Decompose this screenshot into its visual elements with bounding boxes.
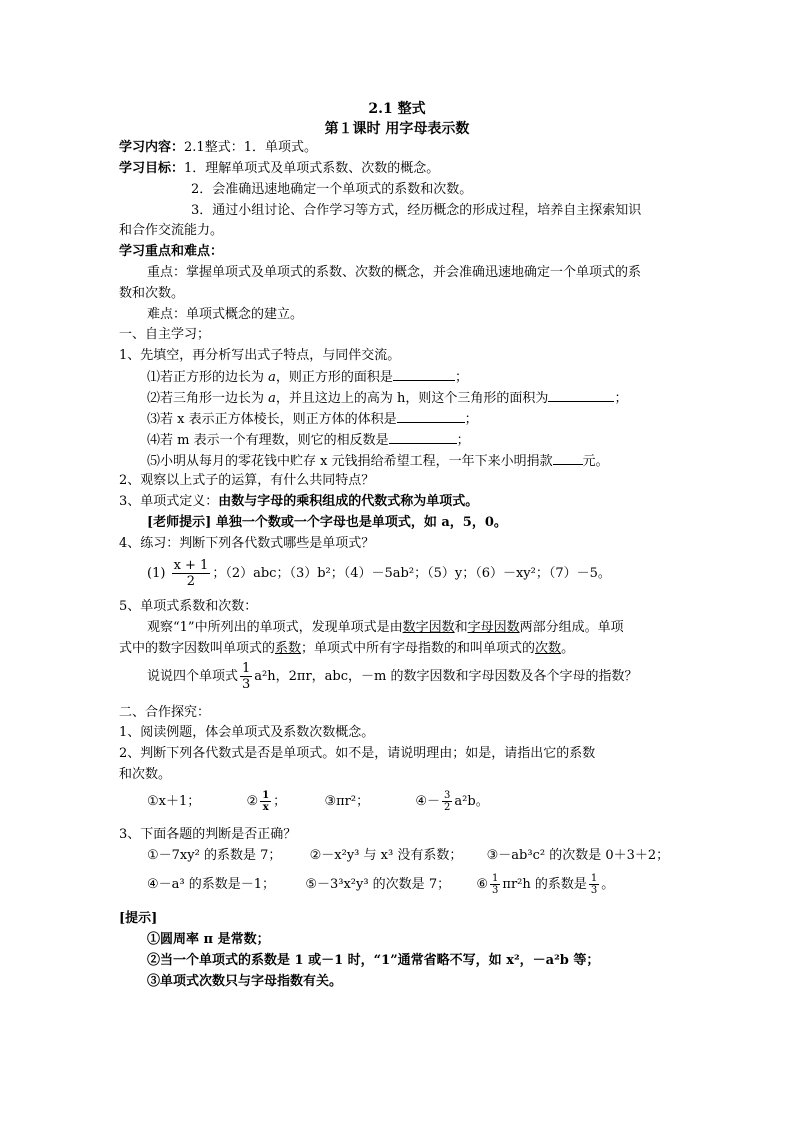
fill-blank-1[interactable] [393, 368, 455, 381]
term-letter-factor: 字母因数 [467, 620, 520, 635]
coef-text: ；单项式中所有字母指数的和叫单项式的 [301, 641, 536, 656]
fill-blank-2[interactable] [548, 389, 614, 402]
monomial-definition: 由数与字母的乘积组成的代数式称为单项式。 [218, 494, 479, 509]
learning-goals [119, 160, 439, 178]
item-2-label: ② [246, 794, 259, 809]
hint-1: ①圆周率 π 是常数； [147, 932, 270, 947]
fill-item-4-text: ⑷若 m 表示一个有理数，则它的相反数是 [147, 433, 389, 448]
fraction-denominator: x [262, 802, 269, 813]
fill-item-1-text2: ，则正方形的面积是 [275, 370, 393, 385]
goal-3-line1: 3．通过小组讨论、合作学习等方式，经历概念的形成过程，培养自主探索知识 [191, 203, 642, 218]
fill-item-1 [147, 368, 468, 387]
fill-blank-5[interactable] [553, 452, 583, 465]
explore-2-items [147, 786, 489, 818]
judge-1: ①－7xy² 的系数是 7； [147, 848, 282, 863]
question-2: 2、观察以上式子的运算，有什么共同特点？ [119, 473, 375, 488]
fraction-one-third [240, 661, 252, 692]
coef-para-line2 [119, 640, 574, 658]
fraction-numerator: 3 [444, 790, 451, 801]
coef-text: 和 [454, 620, 468, 635]
goal-1: 1．理解单项式及单项式系数、次数的概念。 [184, 161, 440, 176]
question-3-label: 3、单项式定义： [119, 494, 219, 509]
variable-a: a [268, 391, 276, 406]
exercise-rest: ；（2）abc；（3）b²；（4）－5ab²；（5）y；（6）－xy²；（7）－5。 [212, 566, 611, 581]
judge-6-end: 。 [601, 877, 615, 892]
judge-row-1 [147, 847, 669, 865]
learning-content-label: 学习内容： [119, 140, 185, 155]
fill-item-1-end: ； [454, 370, 468, 385]
judge-3: ③－ab³c² 的次数是 0＋3＋2； [486, 848, 670, 863]
question-1: 1、先填空，再分析写出式子特点，与同伴交流。 [119, 348, 401, 363]
fill-blank-4[interactable] [389, 431, 457, 444]
fraction-denominator: 3 [590, 885, 598, 896]
teacher-tip: [老师提示] 单独一个数或一个字母也是单项式，如 a，5，0。 [147, 515, 507, 530]
judge-row-2 [147, 870, 614, 900]
exercise-list [147, 557, 611, 591]
fill-item-4-end: ； [456, 433, 470, 448]
coef-para-line1 [147, 619, 624, 637]
fraction-denominator: 2 [186, 574, 196, 589]
fill-blank-3[interactable] [397, 410, 465, 423]
coef-text: 式中的数字因数叫单项式的 [119, 641, 276, 656]
fill-item-5 [147, 452, 609, 471]
key-difficulty: 难点：单项式概念的建立。 [147, 307, 304, 322]
fill-item-3 [147, 410, 478, 429]
item-2-end: ； [273, 794, 287, 809]
judge-2: ②－x²y³ 与 x³ 没有系数； [309, 848, 463, 863]
fill-item-2 [147, 389, 627, 408]
goal-3-line2: 和合作交流能力。 [119, 223, 224, 238]
judge-6-label: ⑥ [476, 877, 489, 892]
judge-6-text: πr²h 的系数是 [502, 877, 587, 892]
fill-item-3-text: ⑶若 x 表示正方体棱长，则正方体的体积是 [147, 412, 397, 427]
explore-3: 3、下面各题的判断是否正确？ [119, 827, 297, 842]
fraction-denominator: 3 [492, 885, 499, 896]
section-2-heading: 二、合作探究： [119, 705, 211, 720]
fill-item-3-end: ； [464, 412, 478, 427]
fraction-numerator: 1 [242, 661, 251, 676]
goal-2: 2．会准确迅速地确定一个单项式的系数和次数。 [191, 182, 473, 197]
fill-item-5-text: ⑸小明从每月的零花钱中贮存 x 元钱捐给希望工程，一年下来小明捐款 [147, 454, 553, 469]
item-4-label: ④－ [415, 794, 441, 809]
item-1: ①x＋1； [147, 794, 201, 809]
fraction-numerator: 1 [590, 873, 598, 884]
fraction-one-third [490, 873, 500, 896]
coef-text: 两部分组成。单项 [519, 620, 624, 635]
learning-content-text: 2.1整式：1．单项式。 [184, 140, 317, 155]
variable-a: a [268, 370, 276, 385]
question-3 [119, 493, 478, 511]
coef-question [147, 660, 637, 694]
question-5: 5、单项式系数和次数： [119, 599, 258, 614]
fill-item-1-text: ⑴若正方形的边长为 [147, 370, 265, 385]
judge-4: ④－a³ 的系数是－1； [147, 877, 276, 892]
fraction-one-third [589, 873, 599, 896]
question-4: 4、练习：判断下列各代数式哪些是单项式？ [119, 536, 375, 551]
explore-2-line1: 2、判断下列各代数式是否是单项式。如不是，请说明理由；如是，请指出它的系数 [119, 746, 596, 761]
key-focus-line1: 重点：掌握单项式及单项式的系数、次数的概念，并会准确迅速地确定一个单项式的系 [147, 265, 642, 280]
fraction-numerator: x + 1 [173, 558, 209, 573]
term-coefficient: 系数 [275, 641, 302, 656]
coef-text: 观察“1”中所列出的单项式，发现单项式是由 [147, 620, 403, 635]
hint-3: ③单项式次数只与字母指数有关。 [147, 974, 343, 989]
term-numeric-factor: 数字因数 [402, 620, 455, 635]
explore-1: 1、阅读例题，体会单项式及系数次数概念。 [119, 725, 375, 740]
coef-text: 。 [561, 641, 575, 656]
fraction-denominator: 2 [444, 802, 451, 813]
coef-question-text: 说说四个单项式 [147, 669, 239, 684]
fraction-1-over-x [260, 790, 271, 813]
fill-item-4 [147, 431, 470, 450]
page-title: 2.1 整式 [368, 101, 426, 117]
hints-heading: [提示] [119, 911, 158, 926]
learning-goals-label: 学习目标： [119, 161, 185, 176]
exercise-1-label: (1) [147, 566, 166, 581]
fraction-3-over-2 [442, 790, 452, 813]
learning-content [119, 139, 317, 157]
fill-item-5-end: 元。 [582, 454, 609, 469]
fill-item-2-end: ； [614, 391, 628, 406]
page-subtitle: 第１课时 用字母表示数 [324, 121, 470, 137]
fill-item-2-text: ⑵若三角形一边长为 [147, 391, 265, 406]
judge-5: ⑤－3³x²y³ 的次数是 7； [305, 877, 451, 892]
hint-2: ②当一个单项式的系数是 1 或－1 时，“1”通常省略不写，如 x²，－a²b 等； [147, 953, 600, 968]
fraction-numerator: 1 [262, 790, 270, 801]
coef-question-rest: a²h，2πr，abc，－m 的数字因数和字母因数及各个字母的指数？ [254, 669, 638, 684]
item-3: ③πr²； [324, 794, 370, 809]
fraction-x-plus-1-over-2 [172, 558, 211, 589]
key-heading: 学习重点和难点： [119, 244, 224, 259]
fill-item-2-text2: ，并且这边上的高为 h，则这个三角形的面积为 [275, 391, 549, 406]
item-4-end: a²b。 [454, 794, 489, 809]
explore-2-line2: 和次数。 [119, 767, 172, 782]
fraction-denominator: 3 [242, 677, 251, 692]
section-1-heading: 一、自主学习； [119, 327, 211, 342]
fraction-numerator: 1 [492, 873, 499, 884]
key-focus-line2: 数和次数。 [119, 286, 185, 301]
term-degree: 次数 [535, 641, 562, 656]
